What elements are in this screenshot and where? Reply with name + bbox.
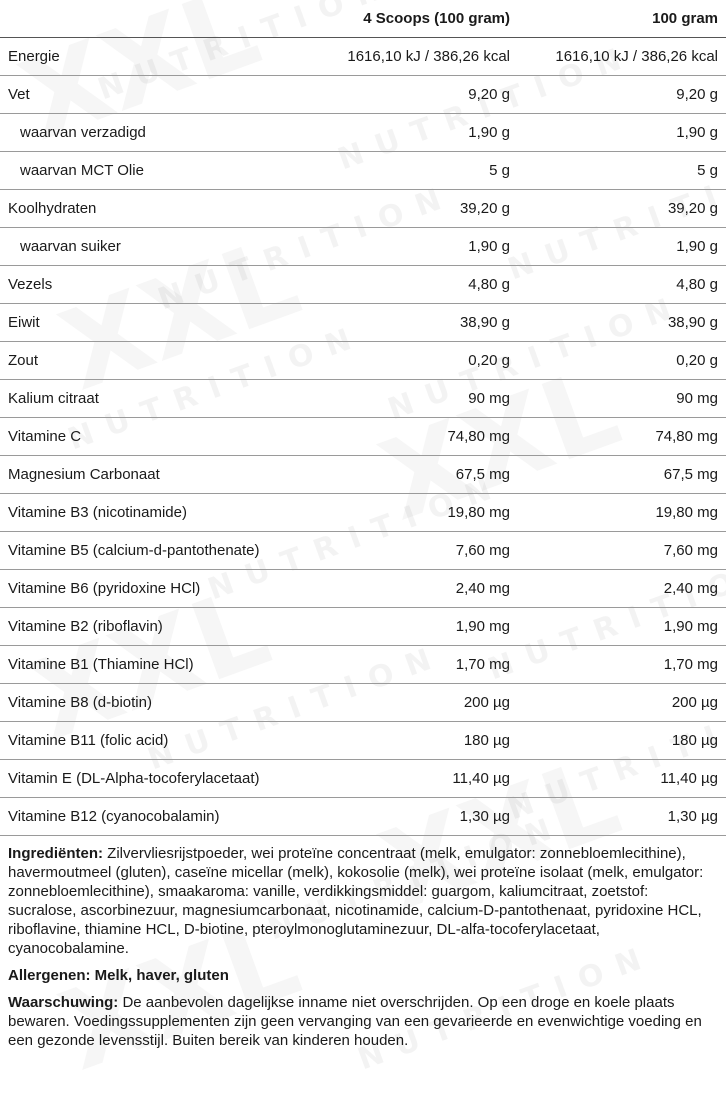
- allergens-text: Allergenen: Melk, haver, gluten: [8, 967, 229, 984]
- table-row: [0, 76, 726, 114]
- nutrient-name: waarvan suiker: [0, 228, 300, 266]
- serving-value: 1,90 g: [300, 114, 526, 152]
- serving-value: 2,40 mg: [300, 570, 526, 608]
- per-100g-value: 1616,10 kJ / 386,26 kcal: [526, 38, 726, 76]
- table-row: [0, 380, 726, 418]
- serving-value: 0,20 g: [300, 342, 526, 380]
- nutrient-name: Kalium citraat: [0, 380, 300, 418]
- table-row: [0, 342, 726, 380]
- nutrient-name: Vitamine B8 (d-biotin): [0, 684, 300, 722]
- product-notes: [0, 836, 726, 1050]
- per-100g-value: 1,90 g: [526, 228, 726, 266]
- table-row: [0, 266, 726, 304]
- per-100g-value: 19,80 mg: [526, 494, 726, 532]
- serving-value: 19,80 mg: [300, 494, 526, 532]
- serving-value: 38,90 g: [300, 304, 526, 342]
- serving-value: 1616,10 kJ / 386,26 kcal: [300, 38, 526, 76]
- table-row: [0, 608, 726, 646]
- ingredients-paragraph: [8, 844, 718, 958]
- serving-value: 1,90 mg: [300, 608, 526, 646]
- per-100g-value: 180 µg: [526, 722, 726, 760]
- table-row: [0, 456, 726, 494]
- per-100g-value: 1,90 g: [526, 114, 726, 152]
- nutrient-name: Zout: [0, 342, 300, 380]
- serving-value: 4,80 g: [300, 266, 526, 304]
- per-100g-value: 7,60 mg: [526, 532, 726, 570]
- table-row: [0, 418, 726, 456]
- nutrient-name: waarvan verzadigd: [0, 114, 300, 152]
- nutrient-name: Vitamine B2 (riboflavin): [0, 608, 300, 646]
- table-row: [0, 646, 726, 684]
- nutrient-name: Vitamine B1 (Thiamine HCl): [0, 646, 300, 684]
- nutrient-name: Vitamine B12 (cyanocobalamin): [0, 798, 300, 836]
- nutrient-name: Vezels: [0, 266, 300, 304]
- table-row: [0, 494, 726, 532]
- serving-value: 39,20 g: [300, 190, 526, 228]
- header-per-100g: 100 gram: [526, 0, 726, 38]
- table-row: [0, 38, 726, 76]
- table-row: [0, 114, 726, 152]
- serving-value: 9,20 g: [300, 76, 526, 114]
- serving-value: 200 µg: [300, 684, 526, 722]
- serving-value: 67,5 mg: [300, 456, 526, 494]
- per-100g-value: 1,90 mg: [526, 608, 726, 646]
- table-row: [0, 228, 726, 266]
- serving-value: 11,40 µg: [300, 760, 526, 798]
- table-row: [0, 304, 726, 342]
- table-row: [0, 798, 726, 836]
- table-row: [0, 722, 726, 760]
- per-100g-value: 90 mg: [526, 380, 726, 418]
- nutrient-name: Vitamin E (DL-Alpha-tocoferylacetaat): [0, 760, 300, 798]
- table-row: [0, 570, 726, 608]
- per-100g-value: 74,80 mg: [526, 418, 726, 456]
- serving-value: 7,60 mg: [300, 532, 526, 570]
- per-100g-value: 0,20 g: [526, 342, 726, 380]
- ingredients-text: Zilvervliesrijstpoeder, wei proteïne concentraat (melk, emulgator: zonnebloemlecithine), havermoutmeel (gluten), caseïne micellar (melk), kokosolie (melk), wei proteïne isolaat (melk, emulgator: zonnebloemlecithine), smaakaroma: vanille, verdikkingsmiddel: guargom, kaliumcitraat, zoetstof: sucralose, ascorbinezuur, magnesiumcarbonaat, nicotinamide, calcium-D-pantothenaat, pyridoxine HCL, riboflavine, thiamine HCL, D-biotine, pteroylmonoglutaminezuur, DL-alfa-tocoferylacetaat, cyanocobalamine.: [8, 845, 704, 957]
- per-100g-value: 9,20 g: [526, 76, 726, 114]
- warning-paragraph: [8, 993, 718, 1050]
- table-row: [0, 760, 726, 798]
- nutrient-name: Vitamine B6 (pyridoxine HCl): [0, 570, 300, 608]
- table-row: [0, 684, 726, 722]
- serving-value: 5 g: [300, 152, 526, 190]
- table-row: [0, 190, 726, 228]
- per-100g-value: 5 g: [526, 152, 726, 190]
- nutrition-table-body: [0, 38, 726, 836]
- per-100g-value: 1,30 µg: [526, 798, 726, 836]
- allergens-paragraph: [8, 966, 718, 985]
- table-row: [0, 152, 726, 190]
- header-serving: 4 Scoops (100 gram): [300, 0, 526, 38]
- warning-label: Waarschuwing:: [8, 994, 119, 1011]
- nutrient-name: waarvan MCT Olie: [0, 152, 300, 190]
- serving-value: 74,80 mg: [300, 418, 526, 456]
- nutrient-name: Vitamine C: [0, 418, 300, 456]
- ingredients-label: Ingrediënten:: [8, 845, 104, 862]
- per-100g-value: 2,40 mg: [526, 570, 726, 608]
- nutrient-name: Magnesium Carbonaat: [0, 456, 300, 494]
- table-header-row: [0, 0, 726, 38]
- per-100g-value: 4,80 g: [526, 266, 726, 304]
- nutrient-name: Vitamine B3 (nicotinamide): [0, 494, 300, 532]
- nutrient-name: Eiwit: [0, 304, 300, 342]
- serving-value: 1,30 µg: [300, 798, 526, 836]
- nutrient-name: Vitamine B11 (folic acid): [0, 722, 300, 760]
- nutrient-name: Energie: [0, 38, 300, 76]
- per-100g-value: 200 µg: [526, 684, 726, 722]
- header-nutrient: [0, 0, 300, 38]
- serving-value: 90 mg: [300, 380, 526, 418]
- table-row: [0, 532, 726, 570]
- per-100g-value: 39,20 g: [526, 190, 726, 228]
- nutrient-name: Vet: [0, 76, 300, 114]
- serving-value: 1,70 mg: [300, 646, 526, 684]
- per-100g-value: 38,90 g: [526, 304, 726, 342]
- warning-text: De aanbevolen dagelijkse inname niet overschrijden. Op een droge en koele plaats bewaren. Voedingssupplementen zijn geen vervanging van een gevarieerde en evenwichtige voeding en een gezonde levensstijl. Buiten bereik van kinderen houden.: [8, 994, 702, 1049]
- per-100g-value: 67,5 mg: [526, 456, 726, 494]
- serving-value: 1,90 g: [300, 228, 526, 266]
- nutrient-name: Koolhydraten: [0, 190, 300, 228]
- serving-value: 180 µg: [300, 722, 526, 760]
- per-100g-value: 1,70 mg: [526, 646, 726, 684]
- nutrient-name: Vitamine B5 (calcium-d-pantothenate): [0, 532, 300, 570]
- per-100g-value: 11,40 µg: [526, 760, 726, 798]
